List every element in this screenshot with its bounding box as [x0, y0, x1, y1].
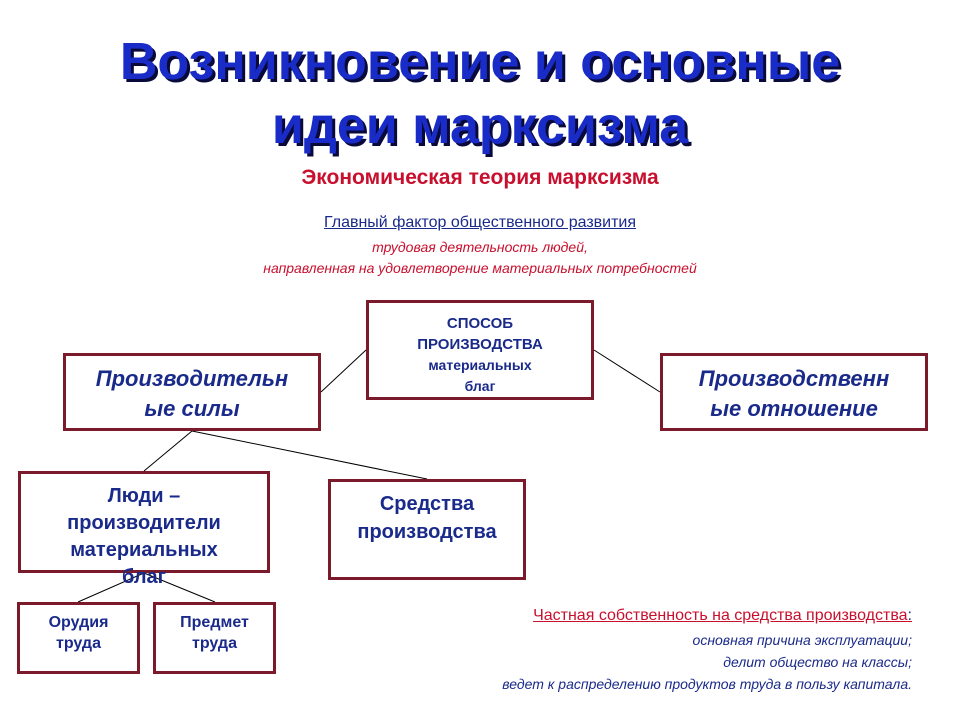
- main-factor-line-2: направленная на удовлетворение материальных потребностей: [263, 260, 697, 276]
- people-line-4: благ: [121, 566, 166, 588]
- private-property-line-3: ведет к распределению продуктов труда в пользу капитала.: [502, 676, 912, 692]
- private-property-heading: [533, 607, 912, 625]
- page-title-line-2: идеи марксизма: [271, 97, 689, 155]
- private-property-heading-text: Частная собственность на средства производства: [533, 607, 908, 624]
- people-line-2: производители: [67, 512, 221, 534]
- mode-line-4: благ: [464, 378, 496, 394]
- means-line-2: производства: [357, 521, 497, 543]
- private-property-line-2: делит общество на классы;: [723, 654, 912, 670]
- mode-line-1: СПОСОБ: [446, 315, 514, 332]
- page-title-line-1: Возникновение и основные: [119, 33, 841, 91]
- people-line-3: материальных: [70, 539, 218, 561]
- connector-mode-to-relations: [594, 350, 660, 392]
- mode-line-2: ПРОИЗВОДСТВА: [417, 336, 543, 353]
- main-factor-line-1: трудовая деятельность людей,: [372, 239, 588, 255]
- private-property-line-1: основная причина эксплуатации;: [692, 632, 912, 648]
- forces-line-1: Производительн: [95, 366, 289, 391]
- object-of-labor-box: [153, 602, 276, 674]
- people-producers-box: [18, 471, 270, 588]
- relations-line-1: Производственн: [698, 366, 890, 391]
- means-line-1: Средства: [379, 493, 475, 515]
- main-factor-heading: Главный фактор общественного развития: [323, 214, 637, 231]
- mode-line-3: материальных: [428, 357, 532, 373]
- object-line-2: труда: [192, 635, 237, 652]
- tools-line-1: Орудия: [48, 614, 109, 631]
- private-property-colon: :: [907, 607, 912, 624]
- people-line-1: Люди –: [107, 485, 181, 507]
- means-of-production-box: [328, 479, 526, 580]
- relations-line-2: ые отношение: [710, 396, 878, 421]
- tools-line-2: труда: [56, 635, 101, 652]
- productive-forces-box: [63, 353, 321, 431]
- forces-line-2: ые силы: [144, 396, 240, 421]
- tools-of-labor-box: [17, 602, 140, 674]
- connector-mode-to-forces: [321, 350, 366, 392]
- subtitle: Экономическая теория марксизма: [301, 166, 659, 189]
- connector-forces-to-people: [144, 431, 192, 471]
- production-relations-box: [660, 353, 928, 431]
- object-line-1: Предмет: [180, 614, 249, 631]
- mode-of-production-box: [366, 300, 594, 400]
